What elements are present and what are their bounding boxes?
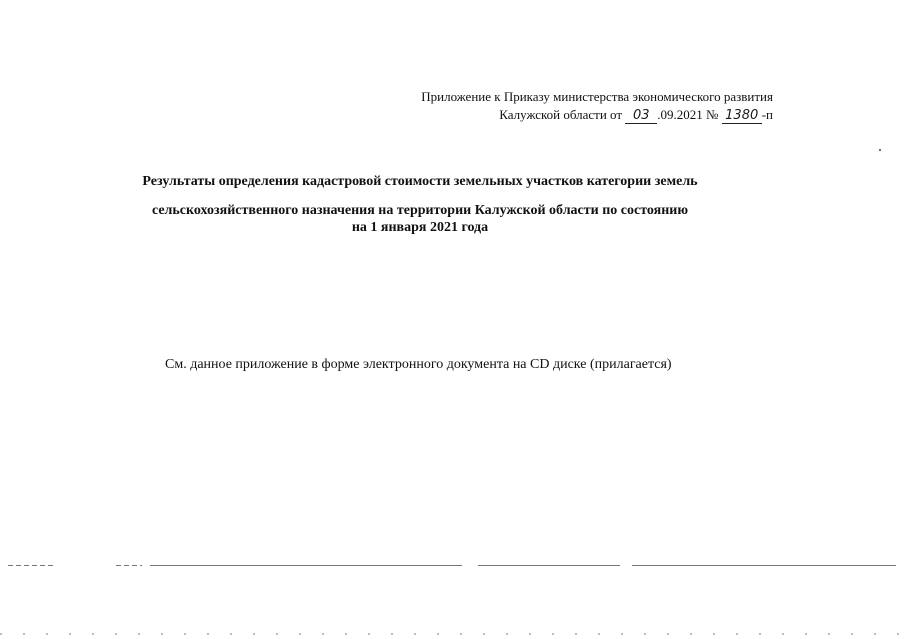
appendix-line-2 — [421, 106, 773, 124]
title-line-2: сельскохозяйственного назначения на территории Калужской области по состоянию — [151, 203, 689, 218]
scan-artifact-line — [632, 565, 896, 566]
scan-bottom-specks — [0, 633, 904, 635]
handwritten-day: 03 — [625, 109, 657, 124]
title-line-1: Результаты определения кадастровой стоимости земельных участков категории земель — [142, 174, 698, 189]
appendix-number-suffix: -п — [761, 107, 773, 122]
document-title — [60, 172, 780, 236]
handwritten-order-number: 1380 — [722, 109, 762, 124]
scan-artifact-line — [8, 565, 56, 566]
cd-attachment-note: См. данное приложение в форме электронного документа на CD диске (прилагается) — [165, 357, 672, 372]
title-line-3: на 1 января 2021 года — [351, 220, 489, 235]
appendix-month-year: .09.2021 № — [657, 107, 719, 122]
appendix-line-1: Приложение к Приказу министерства экономического развития — [421, 89, 773, 104]
appendix-date-prefix: Калужской области от — [499, 107, 623, 122]
scan-artifact-line — [150, 565, 462, 566]
scan-dot — [879, 149, 881, 151]
scan-artifact-line — [478, 565, 620, 566]
scan-artifact-line — [116, 565, 142, 566]
appendix-header — [421, 88, 773, 124]
